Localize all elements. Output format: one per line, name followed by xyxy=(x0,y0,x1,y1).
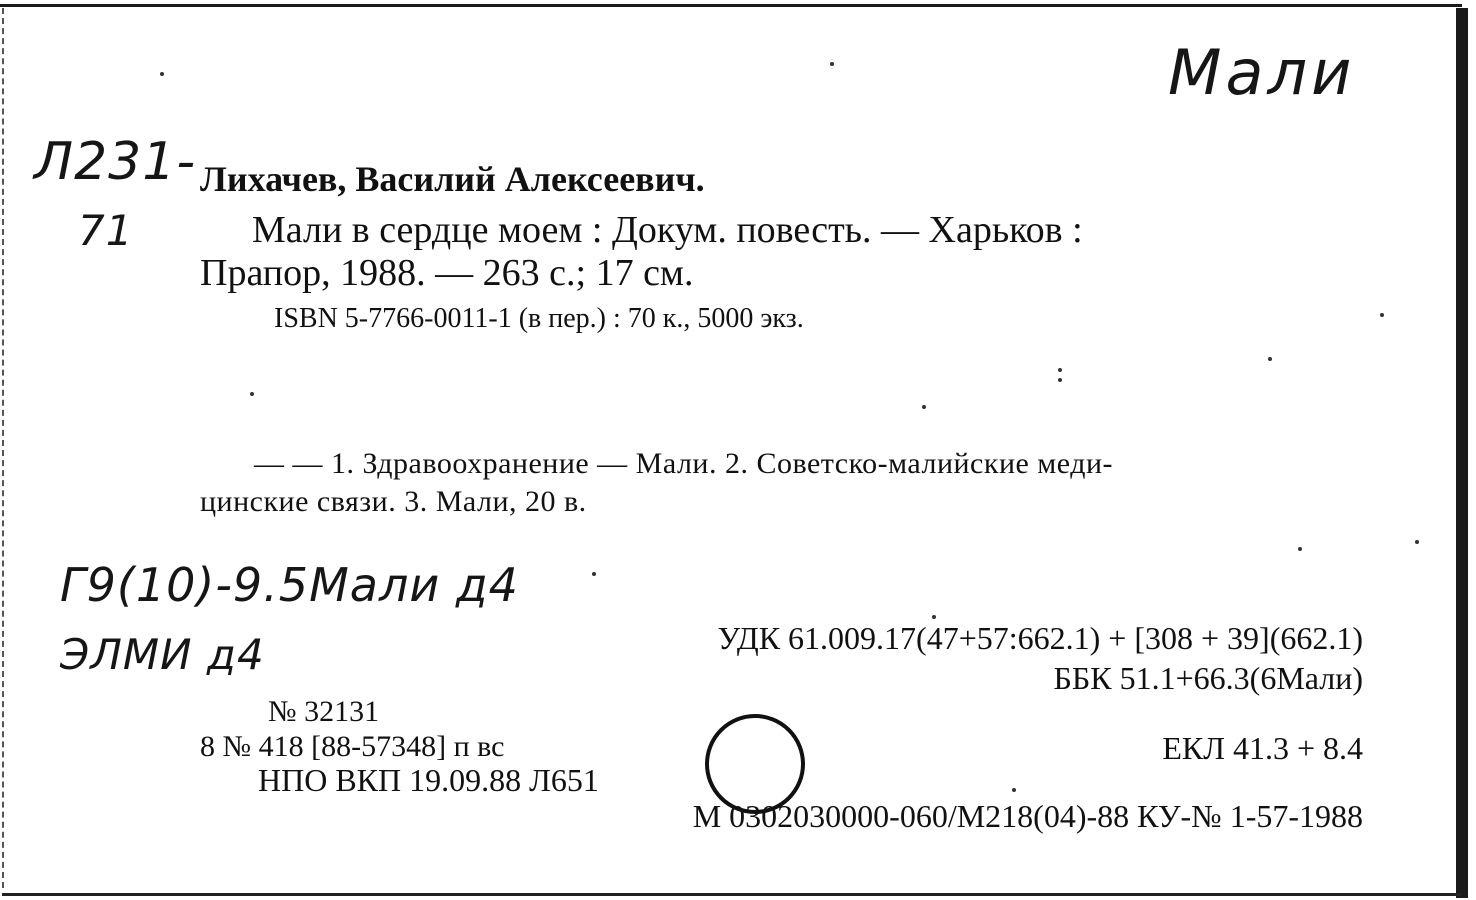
order-number: 8 № 418 [88-57348] п вс xyxy=(200,730,505,763)
speck xyxy=(1058,368,1062,372)
speck xyxy=(830,62,834,66)
speck xyxy=(592,572,596,576)
card-right-border xyxy=(1456,8,1468,898)
speck xyxy=(922,405,926,409)
subjects-line-1: — — 1. Здравоохранение — Мали. 2. Советско-малийские меди- xyxy=(254,447,1114,480)
ekl-index: ЕКЛ 41.3 + 8.4 xyxy=(1162,730,1363,766)
speck xyxy=(1058,378,1062,382)
card-bottom-border xyxy=(2,893,1462,896)
speck xyxy=(1415,540,1419,544)
title-statement: Мали в сердце моем : Докум. повесть. — Харьков : xyxy=(252,209,1083,251)
publication-statement: Прапор, 1988. — 263 с.; 17 см. xyxy=(200,252,694,294)
catalog-number: М 0302030000-060/М218(04)-88 КУ-№ 1-57-1988 xyxy=(692,798,1363,834)
handwritten-department: ЭЛМИ д4 xyxy=(60,630,265,679)
speck xyxy=(1012,788,1016,792)
printer-info: НПО ВКП 19.09.88 Л651 xyxy=(258,762,599,798)
speck xyxy=(1268,357,1272,361)
speck xyxy=(932,615,936,619)
handwritten-classification: Г9(10)-9.5Мали д4 xyxy=(60,558,519,612)
handwritten-country: Мали xyxy=(1168,36,1356,109)
isbn-line: ISBN 5-7766-0011-1 (в пер.) : 70 к., 5000 экз. xyxy=(274,303,804,334)
card-number: № 32131 xyxy=(268,695,380,728)
bbk-index: ББК 51.1+66.3(6Мали) xyxy=(1053,660,1363,696)
speck xyxy=(250,392,254,396)
speck xyxy=(1298,547,1302,551)
subjects-line-2: цинские связи. 3. Мали, 20 в. xyxy=(200,485,587,518)
card-left-border xyxy=(2,8,4,888)
udk-index: УДК 61.009.17(47+57:662.1) + [308 + 39](662.1) xyxy=(717,620,1363,656)
handwritten-call-number-1: Л231- xyxy=(34,132,197,192)
speck xyxy=(160,72,164,76)
speck xyxy=(1380,313,1384,317)
handwritten-call-number-2: 71 xyxy=(78,206,134,255)
card-top-border xyxy=(0,4,1462,7)
author-heading: Лихачев, Василий Алексеевич. xyxy=(200,159,705,199)
